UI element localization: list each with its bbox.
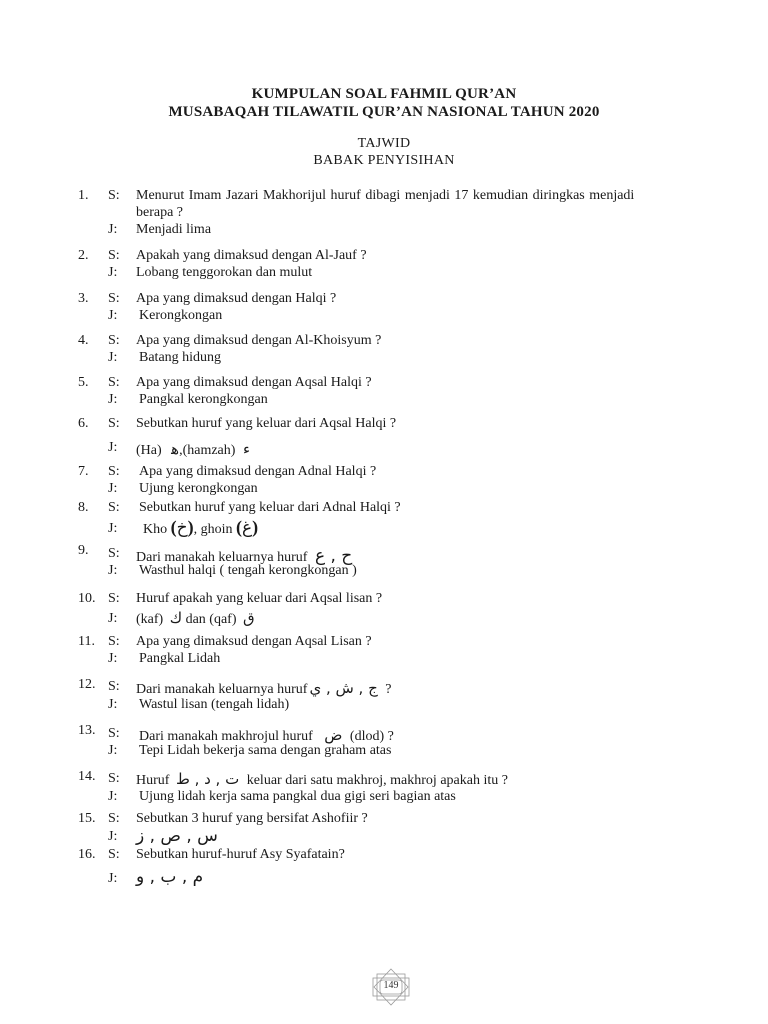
question-text: Apa yang dimaksud dengan Aqsal Halqi ?	[136, 375, 372, 390]
question-label: S:	[108, 500, 120, 515]
question-label: S:	[108, 188, 120, 203]
answer-label: J:	[108, 829, 118, 844]
answer-arabic-letters: س , ص , ز	[136, 826, 218, 846]
question-label: S:	[108, 375, 120, 390]
item-number: 13.	[78, 723, 96, 738]
question-label: S:	[108, 811, 120, 826]
item-number: 10.	[78, 591, 96, 606]
question-label: S:	[108, 546, 120, 561]
item-number: 2.	[78, 248, 89, 263]
question-label: S:	[108, 634, 120, 649]
item-number: 12.	[78, 677, 96, 692]
answer-label: J:	[108, 871, 118, 886]
question-label: S:	[108, 847, 120, 862]
answer-text: Batang hidung	[139, 350, 222, 365]
answer-text: Kho (خ), ghoin (غ)	[143, 517, 259, 538]
question-label: S:	[108, 464, 120, 479]
question-label: S:	[108, 416, 120, 431]
arabic-letter-qaf: ق	[243, 609, 255, 627]
round-heading: BABAK PENYISIHAN	[313, 153, 455, 168]
answer-text: Wastul lisan (tengah lidah)	[139, 697, 290, 712]
question-label: S:	[108, 591, 120, 606]
item-number: 14.	[78, 769, 96, 784]
arabic-letter-kaf: ك	[169, 609, 183, 627]
answer-label: J:	[108, 440, 118, 455]
answer-text-mid: ,(hamzah)	[179, 443, 236, 458]
answer-text	[136, 440, 250, 459]
question-text: Sebutkan huruf yang keluar dari Aqsal Halqi ?	[136, 416, 397, 431]
subject-heading: TAJWID	[357, 136, 411, 151]
answer-text: Pangkal Lidah	[139, 651, 221, 666]
item-number: 8.	[78, 500, 89, 515]
question-label: S:	[108, 248, 120, 263]
answer-label: J:	[108, 222, 118, 237]
item-number: 4.	[78, 333, 89, 348]
question-text: Menurut Imam Jazari Makhorijul huruf dibagi menjadi 17 kemudian diringkas menjadi	[136, 188, 635, 203]
item-number: 7.	[78, 464, 89, 479]
question-label: S:	[108, 333, 120, 348]
question-text-cont: berapa ?	[136, 205, 184, 220]
question-text: Dari manakah keluarnya huruf ج , ش , ي ?	[136, 679, 392, 697]
question-text: Apakah yang dimaksud dengan Al-Jauf ?	[136, 248, 367, 263]
answer-label: J:	[108, 392, 118, 407]
arabic-letter-dlod: ض	[324, 726, 343, 744]
answer-label: J:	[108, 743, 118, 758]
question-text: Apa yang dimaksud dengan Halqi ?	[136, 291, 337, 306]
question-text: Dari manakah makhrojul huruf ض (dlod) ?	[139, 726, 394, 744]
question-label: S:	[108, 771, 120, 786]
arabic-letter-ghoin: غ	[242, 518, 253, 538]
question-text: Sebutkan 3 huruf yang bersifat Ashofiir ?	[136, 811, 368, 826]
item-number: 6.	[78, 416, 89, 431]
answer-label: J:	[108, 350, 118, 365]
question-text: Sebutkan huruf-huruf Asy Syafatain?	[136, 847, 345, 862]
item-number: 3.	[78, 291, 89, 306]
question-text: Dari manakah keluarnya huruf ح , ع	[136, 546, 353, 566]
item-number: 11.	[78, 634, 95, 649]
arabic-letters: ت , د , ط	[175, 770, 240, 788]
question-text: Huruf ت , د , ط keluar dari satu makhroj, makhroj apakah itu ?	[136, 770, 508, 788]
answer-label: J:	[108, 521, 118, 536]
answer-text: Kerongkongan	[139, 308, 223, 323]
answer-text: Ujung lidah kerja sama pangkal dua gigi seri bagian atas	[139, 789, 456, 804]
answer-label: J:	[108, 265, 118, 280]
question-label: S:	[108, 726, 120, 741]
answer-text-pre: (kaf)	[136, 612, 164, 627]
answer-text: Tepi Lidah bekerja sama dengan graham atas	[139, 743, 392, 758]
answer-label: J:	[108, 481, 118, 496]
question-text: Apa yang dimaksud dengan Adnal Halqi ?	[139, 464, 377, 479]
answer-text: Wasthul halqi ( tengah kerongkongan )	[139, 563, 357, 578]
page-number-badge	[370, 968, 412, 1006]
answer-text	[136, 609, 255, 628]
item-number: 1.	[78, 188, 89, 203]
item-number: 15.	[78, 811, 96, 826]
item-number: 16.	[78, 847, 96, 862]
answer-text-pre: (Ha)	[136, 443, 162, 458]
question-label: S:	[108, 291, 120, 306]
answer-text: Ujung kerongkongan	[139, 481, 258, 496]
answer-label: J:	[108, 611, 118, 626]
arabic-letter-ha: ﮬ	[171, 440, 180, 458]
answer-text: Menjadi lima	[136, 222, 212, 237]
answer-label: J:	[108, 651, 118, 666]
question-text: Apa yang dimaksud dengan Al-Khoisyum ?	[136, 333, 382, 348]
question-text: Huruf apakah yang keluar dari Aqsal lisan ?	[136, 591, 383, 606]
answer-label: J:	[108, 563, 118, 578]
answer-text-mid: dan (qaf)	[185, 612, 237, 627]
answer-label: J:	[108, 308, 118, 323]
answer-arabic-letters: م , ب , و	[136, 867, 204, 887]
arabic-letter-kho: خ	[176, 518, 188, 538]
title-line-1: KUMPULAN SOAL FAHMIL QUR’AN	[251, 86, 517, 102]
question-label: S:	[108, 679, 120, 694]
item-number: 5.	[78, 375, 89, 390]
question-text: Sebutkan huruf yang keluar dari Adnal Halqi ?	[139, 500, 401, 515]
arabic-letters: ح , ع	[314, 546, 353, 566]
arabic-letter-hamzah: ء	[242, 440, 250, 458]
answer-text: Pangkal kerongkongan	[139, 392, 268, 407]
answer-label: J:	[108, 697, 118, 712]
answer-text: Lobang tenggorokan dan mulut	[136, 265, 313, 280]
title-line-2: MUSABAQAH TILAWATIL QUR’AN NASIONAL TAHUN 2020	[168, 104, 600, 120]
page-number: 149	[383, 980, 399, 991]
item-number: 9.	[78, 543, 89, 558]
answer-label: J:	[108, 789, 118, 804]
question-text: Apa yang dimaksud dengan Aqsal Lisan ?	[136, 634, 372, 649]
answer-text-mid: , ghoin	[193, 522, 233, 537]
answer-text-pre: Kho	[143, 522, 168, 537]
arabic-letters: ج , ش , ي	[309, 679, 378, 697]
